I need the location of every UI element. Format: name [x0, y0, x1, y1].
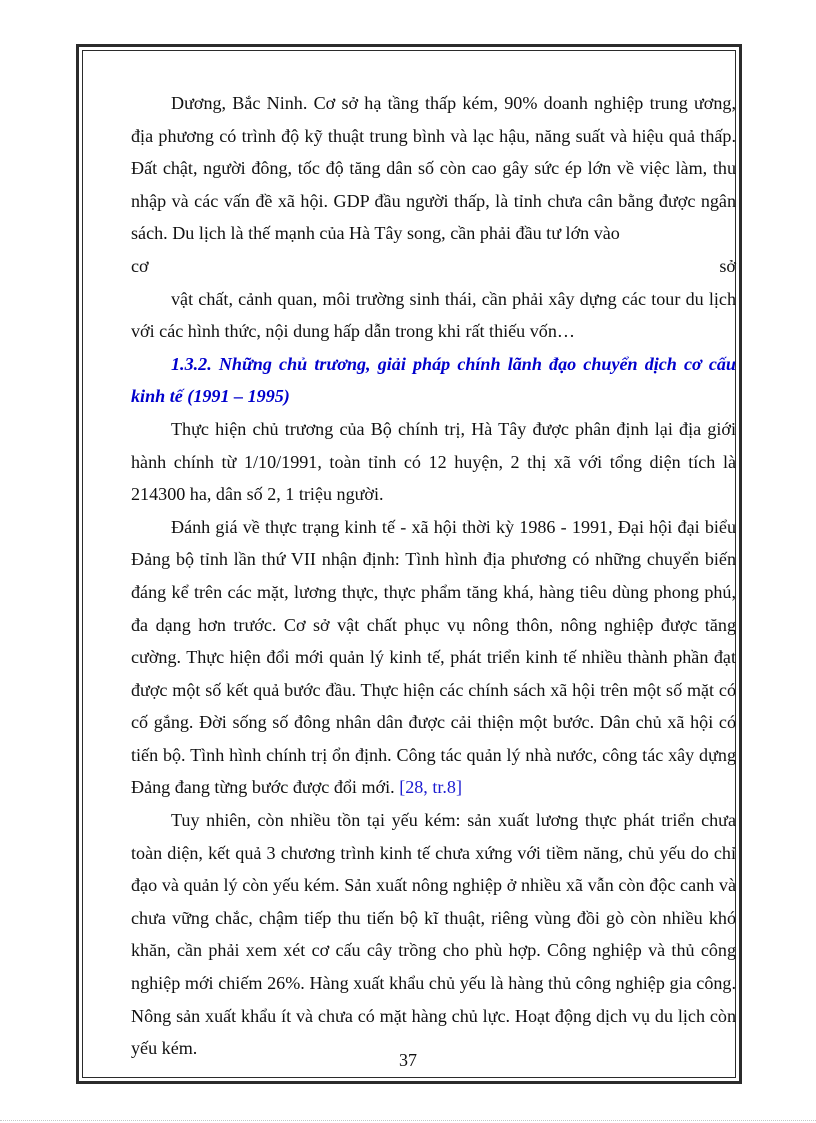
document-body	[131, 87, 736, 1065]
section-heading: 1.3.2. Những chủ trương, giải pháp chính lãnh đạo chuyển dịch cơ cấu kinh tế (1991 – 1995)	[131, 353, 736, 407]
assessment-text: Đánh giá về thực trạng kinh tế - xã hội thời kỳ 1986 - 1991, Đại hội đại biểu Đảng bộ tỉnh lần thứ VII nhận định: Tình hình địa phương có những chuyển biến đáng kể trên các mặt, lương thực, thực phẩm tăng khá, hàng tiêu dùng phong phú, đa dạng hơn trước. Cơ sở vật chất phục vụ nông thôn, nông nghiệp được tăng cường. Thực hiện đổi mới quản lý kinh tế, phát triển kinh tế nhiều thành phần đạt được một số kết quả bước đầu. Thực hiện các chính sách xã hội trên một số mặt có cố gắng. Đời sống số đông nhân dân được cải thiện một bước. Dân chủ xã hội có tiến bộ. Tình hình chính trị ổn định. Công tác quản lý nhà nước, công tác xây dựng Đảng đang từng bước được đổi mới.	[131, 516, 736, 798]
citation-reference: [28, tr.8]	[399, 777, 463, 798]
justified-split-line	[131, 250, 736, 283]
paragraph-assessment	[131, 511, 736, 804]
page-number: 37	[399, 1050, 417, 1070]
intro-paragraph: Dương, Bắc Ninh. Cơ sở hạ tầng thấp kém, 90% doanh nghiệp trung ương, địa phương có trình độ kỹ thuật trung bình và lạc hậu, năng suất và hiệu quả thấp. Đất chật, người đông, tốc độ tăng dân số còn cao gây sức ép lớn về việc làm, thu nhập và các vấn đề xã hội. GDP đầu người thấp, là tỉnh chưa cân bằng được ngân sách. Du lịch là thế mạnh của Hà Tây song, cần phải đầu tư lớn vào	[131, 93, 736, 244]
paragraph-weaknesses: Tuy nhiên, còn nhiều tồn tại yếu kém: sản xuất lương thực phát triển chưa toàn diện, kết quả 3 chương trình kinh tế chưa xứng với tiềm năng, chủ yếu do chỉ đạo và quản lý còn yếu kém. Sản xuất nông nghiệp ở nhiều xã vẫn còn độc canh và chưa vững chắc, chậm tiếp thu tiến bộ kĩ thuật, riêng vùng đồi gò còn nhiều khó khăn, cần phải xem xét cơ cấu cây trồng cho phù hợp. Công nghiệp và thủ công nghiệp mới chiếm 26%. Hàng xuất khẩu chủ yếu là hàng thủ công nghiệp gia công. Nông sản xuất khẩu ít và chưa có mặt hàng chủ lực. Hoạt động dịch vụ du lịch còn yếu kém.	[131, 810, 736, 1059]
bottom-dotted-rule	[0, 1120, 816, 1121]
split-word-left: cơ	[131, 255, 149, 276]
split-word-right: sở	[719, 255, 736, 276]
paragraph-boundaries: Thực hiện chủ trương của Bộ chính trị, Hà Tây được phân định lại địa giới hành chính từ 1/10/1991, toàn tỉnh có 12 huyện, 2 thị xã với tổng diện tích là 214300 ha, dân số 2, 1 triệu người.	[131, 418, 736, 505]
continuation-paragraph: vật chất, cảnh quan, môi trường sinh thái, cần phải xây dựng các tour du lịch với các hình thức, nội dung hấp dẫn trong khi rất thiếu vốn…	[131, 288, 736, 342]
